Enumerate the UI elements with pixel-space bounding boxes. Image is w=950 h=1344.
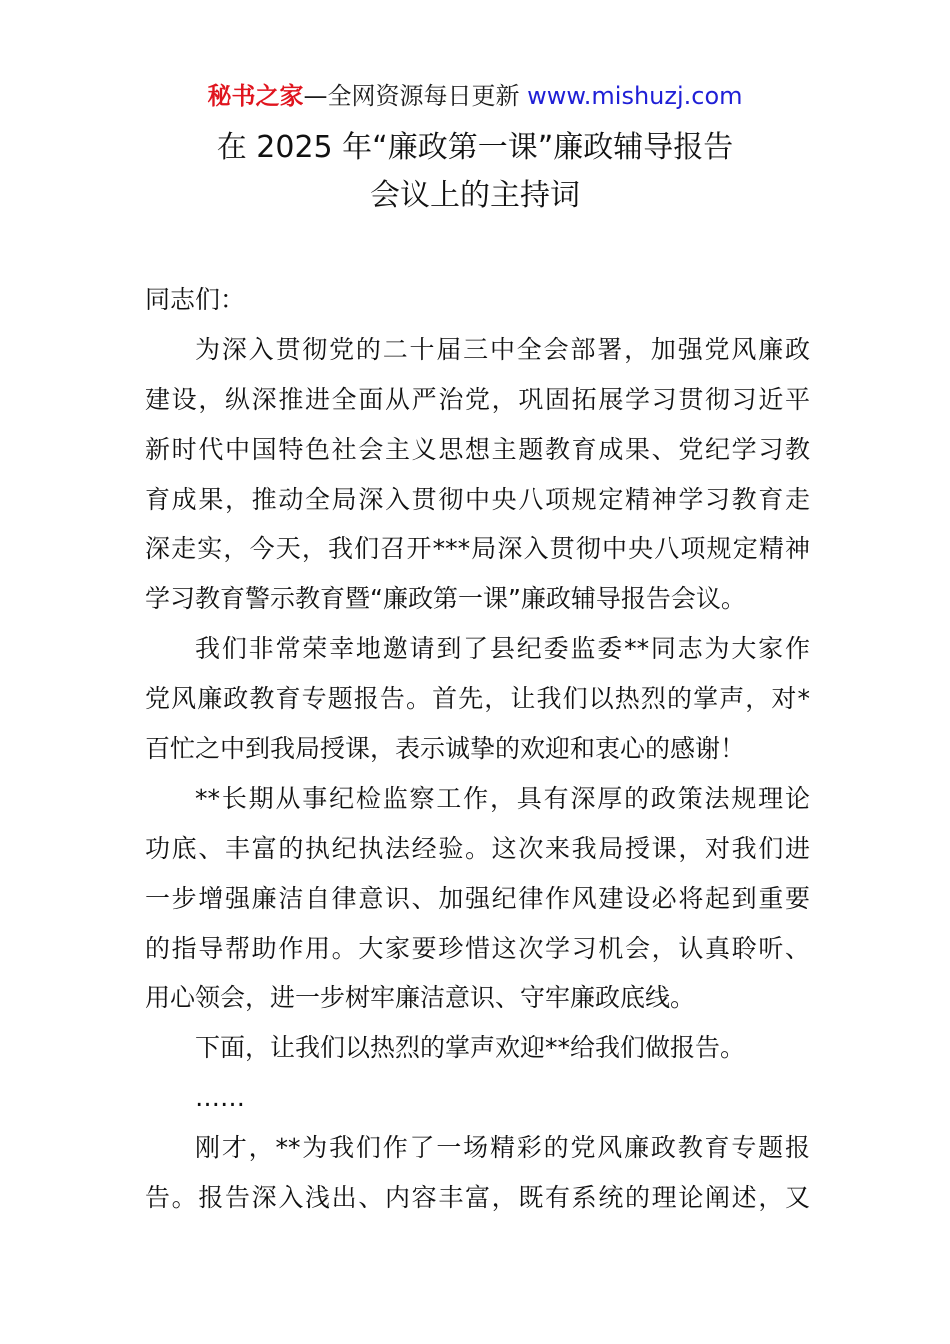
body-line: 新时代中国特色社会主义思想主题教育成果、党纪学习教 xyxy=(145,434,810,464)
body-line: 学习教育警示教育暨“廉政第一课”廉政辅导报告会议。 xyxy=(145,584,746,614)
body-line: 我们非常荣幸地邀请到了县纪委监委**同志为大家作 xyxy=(195,634,810,664)
body-line: 用心领会，进一步树牢廉洁意识、守牢廉政底线。 xyxy=(145,983,696,1013)
body-line: 的指导帮助作用。大家要珍惜这次学习机会，认真聆听、 xyxy=(145,933,810,963)
body-line: 刚才，**为我们作了一场精彩的党风廉政教育专题报 xyxy=(195,1133,810,1163)
body-line: 深走实，今天，我们召开***局深入贯彻中央八项规定精神 xyxy=(145,534,810,564)
salutation: 同志们： xyxy=(145,285,246,314)
body-line: 告。报告深入浅出、内容丰富，既有系统的理论阐述，又 xyxy=(145,1183,810,1213)
body-line: **长期从事纪检监察工作，具有深厚的政策法规理论 xyxy=(195,783,810,813)
body-line: 建设，纵深推进全面从严治党，巩固拓展学习贯彻习近平 xyxy=(145,384,810,414)
body-line: 为深入贯彻党的二十届三中全会部署，加强党风廉政 xyxy=(195,334,810,364)
ellipsis-line: …… xyxy=(195,1083,245,1113)
body-line: 百忙之中到我局授课，表示诚挚的欢迎和衷心的感谢！ xyxy=(145,734,746,764)
body-line: 下面，让我们以热烈的掌声欢迎**给我们做报告。 xyxy=(195,1033,746,1063)
document-body xyxy=(145,275,810,1223)
document-title-line-2: 会议上的主持词 xyxy=(370,178,580,213)
brand-name: 秘书之家 xyxy=(207,82,304,110)
document-title-line-1: 在 2025 年“廉政第一课”廉政辅导报告 xyxy=(216,130,734,165)
body-line: 功底、丰富的执纪执法经验。这次来我局授课，对我们进 xyxy=(145,833,810,863)
header-tagline: —全网资源每日更新 xyxy=(303,82,528,110)
site-url-link[interactable]: www.mishuzj.com xyxy=(527,82,743,110)
body-line: 党风廉政教育专题报告。首先，让我们以热烈的掌声，对* xyxy=(145,684,810,714)
body-line: 一步增强廉洁自律意识、加强纪律作风建设必将起到重要 xyxy=(145,883,810,913)
body-line: 育成果，推动全局深入贯彻中央八项规定精神学习教育走 xyxy=(145,484,810,514)
site-header xyxy=(0,80,950,112)
